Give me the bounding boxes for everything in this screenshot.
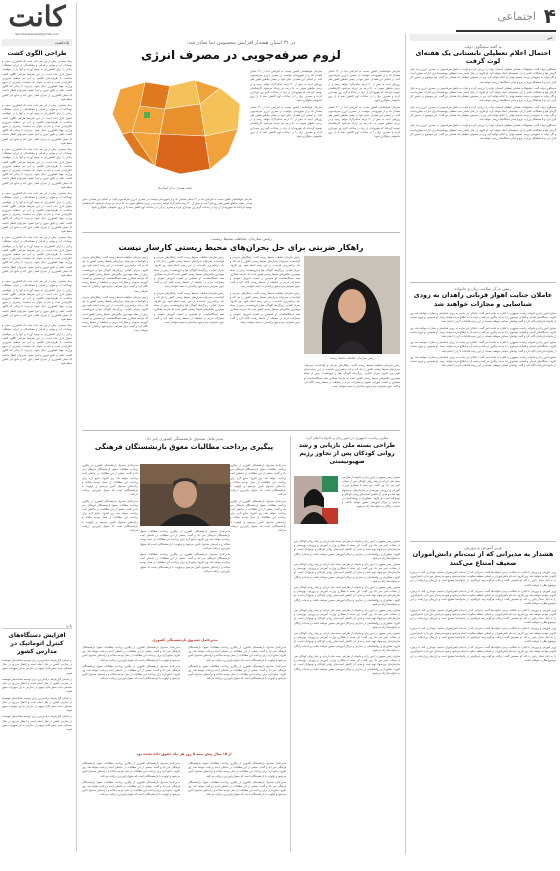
rights-body-col2: معاون رئیس جمهور در امور زنان و خانواده از طراحی بسته ملی بازیابی و رشد روانی کودکان پس از حملات اخیر خبر داد. وی گفت: این بسته با همکاری وزارت آموزش و پرورش، بهزیستی و سازمان‌های مردم‌نهاد تهیه شده و هدف آن کاهش آسیب‌های روانی کودکان و نوجوانان است. او افزود: مشاوران و روانشناسان در مدارس و مراکز آموزشی حضور خواهند داشت و خدمات رایگان به خانواده‌ها ارائه می‌شود. معاون رئیس جمهور در امور زنان و خانواده از طراحی بسته ملی بازیابی و رشد روانی کودکان پس از حملات اخیر خبر داد. وی گفت: این بسته با همکاری وزارت آموزش و پرورش، بهزیستی و سازمان‌های مردم‌نهاد تهیه شده و هدف آن کاهش آسیب‌های روانی کودکان و نوجوانان است. او افزود: مشاوران و روانشناسان در مدارس و مراکز آموزشی حضور خواهند داشت و خدمات رایگان به خانواده‌ها ارائه می‌شود. معاون رئیس جمهور در امور زنان و خانواده از طراحی بسته ملی بازیابی و رشد روانی کودکان پس از حملات اخیر خبر داد. وی گفت: این بسته با همکاری وزارت آموزش و پرورش، بهزیستی و سازمان‌های مردم‌نهاد تهیه شده و هدف آن کاهش آسیب‌های روانی کودکان و نوجوانان است. او افزود: مشاوران و روانشناسان در مدارس و مراکز آموزشی حضور خواهند داشت و خدمات رایگان به خانواده‌ها ارائه می‌شود. معاون رئیس جمهور در امور زنان و خانواده از طراحی بسته ملی بازیابی و رشد روانی کودکان پس از حملات اخیر خبر داد. وی گفت: این بسته با همکاری وزارت آموزش و پرورش، بهزیستی و سازمان‌های مردم‌نهاد تهیه شده و هدف آن کاهش آسیب‌های روانی کودکان و نوجوانان است. او افزود: مشاوران و روانشناسان در مدارس و مراکز آموزشی حضور خواهند داشت و خدمات رایگان به خانواده‌ها ارائه می‌شود. معاون رئیس جمهور در امور زنان و خانواده از طراحی بسته ملی بازیابی و رشد روانی کودکان پس از حملات اخیر خبر داد. وی گفت: این بسته با همکاری وزارت آموزش و پرورش، بهزیستی و سازمان‌های مردم‌نهاد تهیه شده و هدف آن کاهش آسیب‌های روانی کودکان و نوجوانان است. او افزود: مشاوران و روانشناسان در مدارس و مراکز آموزشی حضور خواهند داشت و خدمات رایگان به خانواده‌ها ارائه می‌شود. معاون رئیس جمهور در امور زنان و خانواده از طراحی بسته ملی بازیابی و رشد روانی کودکان پس از حملات اخیر خبر داد. وی گفت: این بسته با همکاری وزارت آموزش و پرورش، بهزیستی و سازمان‌های مردم‌نهاد تهیه شده و هدف آن کاهش آسیب‌های روانی کودکان و نوجوانان است. او افزود: مشاوران و روانشناسان در مدارس و مراکز آموزشی حضور خواهند داشت و خدمات رایگان به خانواده‌ها ارائه می‌شود.: [294, 540, 400, 675]
map-graphic: [100, 74, 250, 184]
rights-story: [294, 436, 400, 852]
pension-body-col5: مدیرعامل صندوق بازنشستگی کشوری از پیگیری پرداخت مطالبات معوق بازنشستگان فرهنگی خبر داد و گفت: بخشی از این مطالبات در ماه‌های آینده پرداخت خواهد شد. وی افزود: منابع لازم برای پرداخت این مطالبات از محل بودجه سالانه و درآمدهای صندوق تأمین می‌شود و اولویت با بازنشستگانی است که حقوق پایین‌تری دریافت می‌کنند. مدیرعامل صندوق بازنشستگی کشوری از پیگیری پرداخت مطالبات معوق بازنشستگان فرهنگی خبر داد و گفت: بخشی از این مطالبات در ماه‌های آینده پرداخت خواهد شد. وی افزود: منابع لازم برای پرداخت این مطالبات از محل بودجه سالانه و درآمدهای صندوق تأمین می‌شود و اولویت با بازنشستگانی است که حقوق پایین‌تری دریافت می‌کنند.: [82, 646, 180, 681]
pension-body-col7: مدیرعامل صندوق بازنشستگی کشوری از پیگیری پرداخت مطالبات معوق بازنشستگان فرهنگی خبر داد و گفت: بخشی از این مطالبات در ماه‌های آینده پرداخت خواهد شد. وی افزود: منابع لازم برای پرداخت این مطالبات از محل بودجه سالانه و درآمدهای صندوق تأمین می‌شود و اولویت با بازنشستگانی است که حقوق پایین‌تری دریافت می‌کنند. مدیرعامل صندوق بازنشستگی کشوری از پیگیری پرداخت مطالبات معوق بازنشستگان فرهنگی خبر داد و گفت: بخشی از این مطالبات در ماه‌های آینده پرداخت خواهد شد. وی افزود: منابع لازم برای پرداخت این مطالبات از محل بودجه سالانه و درآمدهای صندوق تأمین می‌شود و اولویت با بازنشستگانی است که حقوق پایین‌تری دریافت می‌کنند.: [82, 762, 180, 797]
logo-text: کانت: [8, 0, 66, 33]
env-kicker: رئیس سازمان حفاظت محیط زیست:: [210, 236, 272, 241]
right-article3-kicker: وزیر آموزش و پرورش: [464, 545, 502, 550]
left-bottom-body: بر اساس گزارش‌ها، برنامه‌ریزی برای توسعه سامانه‌های هوشمند در مدارس کشور در حال انجام است و انتظار می‌رود در سال تحصیلی جدید بخش قابل توجهی از مدارس به این تجهیزات مجهز شوند. بر اساس گزارش‌ها، برنامه‌ریزی برای توسعه سامانه‌های هوشمند در مدارس کشور در حال انجام است و انتظار می‌رود در سال تحصیلی جدید بخش قابل توجهی از مدارس به این تجهیزات مجهز شوند. بر اساس گزارش‌ها، برنامه‌ریزی برای توسعه سامانه‌های هوشمند در مدارس کشور در حال انجام است و انتظار می‌رود در سال تحصیلی جدید بخش قابل توجهی از مدارس به این تجهیزات مجهز شوند. بر اساس گزارش‌ها، برنامه‌ریزی برای توسعه سامانه‌های هوشمند در مدارس کشور در حال انجام است و انتظار می‌رود در سال تحصیلی جدید بخش قابل توجهی از مدارس به این تجهیزات مجهز شوند.: [2, 659, 72, 732]
pension-photo: [140, 464, 230, 526]
right-article2-body: معاون امور زنان و خانواده ریاست جمهوری با اشاره به حادثه اخیر گفت: عاملان این جنایت به زودی شناسایی و مجازات خواهند شد. وی افزود: دستگاه‌های امنیتی و قضایی موضوع را با جدیت پیگیری می‌کنند و نتیجه آن به اطلاع مردم خواهد رسید. او همچنین بر لزوم حمایت از خانواده قربانیان تأکید کرد و گفت نهادهای حمایتی موظف هستند در این زمینه اقدامات لازم را انجام دهند. معاون امور زنان و خانواده ریاست جمهوری با اشاره به حادثه اخیر گفت: عاملان این جنایت به زودی شناسایی و مجازات خواهند شد. وی افزود: دستگاه‌های امنیتی و قضایی موضوع را با جدیت پیگیری می‌کنند و نتیجه آن به اطلاع مردم خواهد رسید. او همچنین بر لزوم حمایت از خانواده قربانیان تأکید کرد و گفت نهادهای حمایتی موظف هستند در این زمینه اقدامات لازم را انجام دهند. معاون امور زنان و خانواده ریاست جمهوری با اشاره به حادثه اخیر گفت: عاملان این جنایت به زودی شناسایی و مجازات خواهند شد. وی افزود: دستگاه‌های امنیتی و قضایی موضوع را با جدیت پیگیری می‌کنند و نتیجه آن به اطلاع مردم خواهد رسید. او همچنین بر لزوم حمایت از خانواده قربانیان تأکید کرد و گفت نهادهای حمایتی موظف هستند در این زمینه اقدامات لازم را انجام دهند. معاون امور زنان و خانواده ریاست جمهوری با اشاره به حادثه اخیر گفت: عاملان این جنایت به زودی شناسایی و مجازات خواهند شد. وی افزود: دستگاه‌های امنیتی و قضایی موضوع را با جدیت پیگیری می‌کنند و نتیجه آن به اطلاع مردم خواهد رسید. او همچنین بر لزوم حمایت از خانواده قربانیان تأکید کرد و گفت نهادهای حمایتی موظف هستند در این زمینه اقدامات لازم را انجام دهند.: [410, 312, 556, 368]
right-article-body: سخنگوی دولت گفت: پیشنهادات هفته‌ای تعطیلی تابستان دولت را بررسی کرده و دولت به خاطر صرفه‌جویی در مصرف انرژی و به دلیل گرمای هوا و مشکلات ناشی از آن، تصمیماتی اتخاذ خواهد کرد. او افزود: در حال حاضر بحث تعطیلی پنج‌شنبه‌ها برای ادارات مطرح است و اگر دولت به جمع‌بندی برسد، تصمیم نهایی را اعلام خواهد کرد. وی در خصوص تعطیلی یک هفته‌ای نیز گفت: این موضوع در دستور کار قرار دارد و با هماهنگی وزارت نیرو و سایر دستگاه‌ها بررسی خواهد شد. سخنگوی دولت گفت: پیشنهادات هفته‌ای تعطیلی تابستان دولت را بررسی کرده و دولت به خاطر صرفه‌جویی در مصرف انرژی و به دلیل گرمای هوا و مشکلات ناشی از آن، تصمیماتی اتخاذ خواهد کرد. او افزود: در حال حاضر بحث تعطیلی پنج‌شنبه‌ها برای ادارات مطرح است و اگر دولت به جمع‌بندی برسد، تصمیم نهایی را اعلام خواهد کرد. وی در خصوص تعطیلی یک هفته‌ای نیز گفت: این موضوع در دستور کار قرار دارد و با هماهنگی وزارت نیرو و سایر دستگاه‌ها بررسی خواهد شد. سخنگوی دولت گفت: پیشنهادات هفته‌ای تعطیلی تابستان دولت را بررسی کرده و دولت به خاطر صرفه‌جویی در مصرف انرژی و به دلیل گرمای هوا و مشکلات ناشی از آن، تصمیماتی اتخاذ خواهد کرد. او افزود: در حال حاضر بحث تعطیلی پنج‌شنبه‌ها برای ادارات مطرح است و اگر دولت به جمع‌بندی برسد، تصمیم نهایی را اعلام خواهد کرد. وی در خصوص تعطیلی یک هفته‌ای نیز گفت: این موضوع در دستور کار قرار دارد و با هماهنگی وزارت نیرو و سایر دستگاه‌ها بررسی خواهد شد. سخنگوی دولت گفت: پیشنهادات هفته‌ای تعطیلی تابستان دولت را بررسی کرده و دولت به خاطر صرفه‌جویی در مصرف انرژی و به دلیل گرمای هوا و مشکلات ناشی از آن، تصمیماتی اتخاذ خواهد کرد. او افزود: در حال حاضر بحث تعطیلی پنج‌شنبه‌ها برای ادارات مطرح است و اگر دولت به جمع‌بندی برسد، تصمیم نهایی را اعلام خواهد کرد. وی در خصوص تعطیلی یک هفته‌ای نیز گفت: این موضوع در دستور کار قرار دارد و با هماهنگی وزارت نیرو و سایر دستگاه‌ها بررسی خواهد شد.: [410, 68, 556, 141]
pension-kicker: مدیرعامل صندوق بازنشستگی کشوری خبر داد:: [144, 436, 224, 441]
left-section-label: یادداشت: [2, 39, 72, 46]
left-article-body: رضا محمدی: پیش از این هم ثابت شده که کشاورزی سنتی و نوسانات آب و هوایی و کم‌آبی و خشکسالی در ایران، مشکلات زیادی را برای کشاورزان به وجود آورده و آنها را در موقعیتی دشوار قرار داده است. در این شرایط طراحی الگوی کشت متناسب با ظرفیت‌های اقلیمی و آبی هر منطقه ضرورتی انکارناپذیر است و باید به عنوان یک سیاست راهبردی از سوی وزارت جهاد کشاورزی دنبال شود. بی‌تردید تا زمانی که الگوی کشت علمی و دقیق تدوین و اجرا نشود، نمی‌توان انتظار داشت که بخش کشاورزی از بحران فعلی عبور کند و منابع آبی کشور حفظ شود. رضا محمدی: پیش از این هم ثابت شده که کشاورزی سنتی و نوسانات آب و هوایی و کم‌آبی و خشکسالی در ایران، مشکلات زیادی را برای کشاورزان به وجود آورده و آنها را در موقعیتی دشوار قرار داده است. در این شرایط طراحی الگوی کشت متناسب با ظرفیت‌های اقلیمی و آبی هر منطقه ضرورتی انکارناپذیر است و باید به عنوان یک سیاست راهبردی از سوی وزارت جهاد کشاورزی دنبال شود. بی‌تردید تا زمانی که الگوی کشت علمی و دقیق تدوین و اجرا نشود، نمی‌توان انتظار داشت که بخش کشاورزی از بحران فعلی عبور کند و منابع آبی کشور حفظ شود. رضا محمدی: پیش از این هم ثابت شده که کشاورزی سنتی و نوسانات آب و هوایی و کم‌آبی و خشکسالی در ایران، مشکلات زیادی را برای کشاورزان به وجود آورده و آنها را در موقعیتی دشوار قرار داده است. در این شرایط طراحی الگوی کشت متناسب با ظرفیت‌های اقلیمی و آبی هر منطقه ضرورتی انکارناپذیر است و باید به عنوان یک سیاست راهبردی از سوی وزارت جهاد کشاورزی دنبال شود. بی‌تردید تا زمانی که الگوی کشت علمی و دقیق تدوین و اجرا نشود، نمی‌توان انتظار داشت که بخش کشاورزی از بحران فعلی عبور کند و منابع آبی کشور حفظ شود. رضا محمدی: پیش از این هم ثابت شده که کشاورزی سنتی و نوسانات آب و هوایی و کم‌آبی و خشکسالی در ایران، مشکلات زیادی را برای کشاورزان به وجود آورده و آنها را در موقعیتی دشوار قرار داده است. در این شرایط طراحی الگوی کشت متناسب با ظرفیت‌های اقلیمی و آبی هر منطقه ضرورتی انکارناپذیر است و باید به عنوان یک سیاست راهبردی از سوی وزارت جهاد کشاورزی دنبال شود. بی‌تردید تا زمانی که الگوی کشت علمی و دقیق تدوین و اجرا نشود، نمی‌توان انتظار داشت که بخش کشاورزی از بحران فعلی عبور کند و منابع آبی کشور حفظ شود. رضا محمدی: پیش از این هم ثابت شده که کشاورزی سنتی و نوسانات آب و هوایی و کم‌آبی و خشکسالی در ایران، مشکلات زیادی را برای کشاورزان به وجود آورده و آنها را در موقعیتی دشوار قرار داده است. در این شرایط طراحی الگوی کشت متناسب با ظرفیت‌های اقلیمی و آبی هر منطقه ضرورتی انکارناپذیر است و باید به عنوان یک سیاست راهبردی از سوی وزارت جهاد کشاورزی دنبال شود. بی‌تردید تا زمانی که الگوی کشت علمی و دقیق تدوین و اجرا نشود، نمی‌توان انتظار داشت که بخش کشاورزی از بحران فعلی عبور کند و منابع آبی کشور حفظ شود. رضا محمدی: پیش از این هم ثابت شده که کشاورزی سنتی و نوسانات آب و هوایی و کم‌آبی و خشکسالی در ایران، مشکلات زیادی را برای کشاورزان به وجود آورده و آنها را در موقعیتی دشوار قرار داده است. در این شرایط طراحی الگوی کشت متناسب با ظرفیت‌های اقلیمی و آبی هر منطقه ضرورتی انکارناپذیر است و باید به عنوان یک سیاست راهبردی از سوی وزارت جهاد کشاورزی دنبال شود. بی‌تردید تا زمانی که الگوی کشت علمی و دقیق تدوین و اجرا نشود، نمی‌توان انتظار داشت که بخش کشاورزی از بحران فعلی عبور کند و منابع آبی کشور حفظ شود. رضا محمدی: پیش از این هم ثابت شده که کشاورزی سنتی و نوسانات آب و هوایی و کم‌آبی و خشکسالی در ایران، مشکلات زیادی را برای کشاورزان به وجود آورده و آنها را در موقعیتی دشوار قرار داده است. در این شرایط طراحی الگوی کشت متناسب با ظرفیت‌های اقلیمی و آبی هر منطقه ضرورتی انکارناپذیر است و باید به عنوان یک سیاست راهبردی از سوی وزارت جهاد کشاورزی دنبال شود. بی‌تردید تا زمانی که الگوی کشت علمی و دقیق تدوین و اجرا نشود، نمی‌توان انتظار داشت که بخش کشاورزی از بحران فعلی عبور کند و منابع آبی کشور حفظ شود.: [2, 60, 72, 366]
rights-photo: [294, 476, 338, 524]
right-article3-title: هشدار به مدیرانی که از ثبت‌نام دانش‌آموزان ضعیف امتناع می‌کنند: [412, 550, 554, 567]
right-article3-body: وزیر آموزش و پرورش با اشاره به شکایت برخی خانواده‌ها گفت: مدیرانی که از ثبت‌نام دانش‌آموزان ضعیف خودداری کنند با برخورد قانونی مواجه خواهند شد. وی افزود: ثبت‌نام دانش‌آموزان بر اساس منطقه سکونت انجام می‌شود و هیچ مدرسه‌ای حق ندارد دانش‌آموزی را به دلیل معدل پایین رد کند. او همچنین گفت دریافت هرگونه وجه غیرقانونی از خانواده‌ها ممنوع است و بازرسان وزارتخانه بر این موضوع نظارت خواهند داشت. وزیر آموزش و پرورش با اشاره به شکایت برخی خانواده‌ها گفت: مدیرانی که از ثبت‌نام دانش‌آموزان ضعیف خودداری کنند با برخورد قانونی مواجه خواهند شد. وی افزود: ثبت‌نام دانش‌آموزان بر اساس منطقه سکونت انجام می‌شود و هیچ مدرسه‌ای حق ندارد دانش‌آموزی را به دلیل معدل پایین رد کند. او همچنین گفت دریافت هرگونه وجه غیرقانونی از خانواده‌ها ممنوع است و بازرسان وزارتخانه بر این موضوع نظارت خواهند داشت. وزیر آموزش و پرورش با اشاره به شکایت برخی خانواده‌ها گفت: مدیرانی که از ثبت‌نام دانش‌آموزان ضعیف خودداری کنند با برخورد قانونی مواجه خواهند شد. وی افزود: ثبت‌نام دانش‌آموزان بر اساس منطقه سکونت انجام می‌شود و هیچ مدرسه‌ای حق ندارد دانش‌آموزی را به دلیل معدل پایین رد کند. او همچنین گفت دریافت هرگونه وجه غیرقانونی از خانواده‌ها ممنوع است و بازرسان وزارتخانه بر این موضوع نظارت خواهند داشت. وزیر آموزش و پرورش با اشاره به شکایت برخی خانواده‌ها گفت: مدیرانی که از ثبت‌نام دانش‌آموزان ضعیف خودداری کنند با برخورد قانونی مواجه خواهند شد. وی افزود: ثبت‌نام دانش‌آموزان بر اساس منطقه سکونت انجام می‌شود و هیچ مدرسه‌ای حق ندارد دانش‌آموزی را به دلیل معدل پایین رد کند. او همچنین گفت دریافت هرگونه وجه غیرقانونی از خانواده‌ها ممنوع است و بازرسان وزارتخانه بر این موضوع نظارت خواهند داشت. وزیر آموزش و پرورش با اشاره به شکایت برخی خانواده‌ها گفت: مدیرانی که از ثبت‌نام دانش‌آموزان ضعیف خودداری کنند با برخورد قانونی مواجه خواهند شد. وی افزود: ثبت‌نام دانش‌آموزان بر اساس منطقه سکونت انجام می‌شود و هیچ مدرسه‌ای حق ندارد دانش‌آموزی را به دلیل معدل پایین رد کند. او همچنین گفت دریافت هرگونه وجه غیرقانونی از خانواده‌ها ممنوع است و بازرسان وزارتخانه بر این موضوع نظارت خواهند داشت.: [410, 571, 556, 662]
env-body-col1: رئیس سازمان حفاظت محیط زیست گفت: راهکارهای ضربتی و کوتاه‌مدت نمی‌تواند بحران‌های محیط زیستی کشور را حل کند و باید برنامه‌ریزی بلندمدت در این زمینه انجام شود. وی افزود: بحران کم‌آبی، ریزگردها، آلودگی هوا و فرونشست زمین از جمله مهم‌ترین چالش‌های محیط زیستی کشور است که نیازمند همکاری همه دستگاه‌هاست. او همچنین بر اهمیت آموزش عمومی و مشارکت مردم در حفاظت از محیط زیست تأکید کرد و گفت بدون همراهی مردم هیچ برنامه‌ای به نتیجه نخواهد رسید. رئیس سازمان حفاظت محیط زیست گفت: راهکارهای ضربتی و کوتاه‌مدت نمی‌تواند بحران‌های محیط زیستی کشور را حل کند و باید برنامه‌ریزی بلندمدت در این زمینه انجام شود. وی افزود: بحران کم‌آبی، ریزگردها، آلودگی هوا و فرونشست زمین از جمله مهم‌ترین چالش‌های محیط زیستی کشور است که نیازمند همکاری همه دستگاه‌هاست. او همچنین بر اهمیت آموزش عمومی و مشارکت مردم در حفاظت از محیط زیست تأکید کرد و گفت بدون همراهی مردم هیچ برنامه‌ای به نتیجه نخواهد رسید.: [230, 256, 300, 325]
env-body-col3: رئیس سازمان حفاظت محیط زیست گفت: راهکارهای ضربتی و کوتاه‌مدت نمی‌تواند بحران‌های محیط زیستی کشور را حل کند و باید برنامه‌ریزی بلندمدت در این زمینه انجام شود. وی افزود: بحران کم‌آبی، ریزگردها، آلودگی هوا و فرونشست زمین از جمله مهم‌ترین چالش‌های محیط زیستی کشور است که نیازمند همکاری همه دستگاه‌هاست. او همچنین بر اهمیت آموزش عمومی و مشارکت مردم در حفاظت از محیط زیست تأکید کرد و گفت بدون همراهی مردم هیچ برنامه‌ای به نتیجه نخواهد رسید. رئیس سازمان حفاظت محیط زیست گفت: راهکارهای ضربتی و کوتاه‌مدت نمی‌تواند بحران‌های محیط زیستی کشور را حل کند و باید برنامه‌ریزی بلندمدت در این زمینه انجام شود. وی افزود: بحران کم‌آبی، ریزگردها، آلودگی هوا و فرونشست زمین از جمله مهم‌ترین چالش‌های محیط زیستی کشور است که نیازمند همکاری همه دستگاه‌هاست. او همچنین بر اهمیت آموزش عمومی و مشارکت مردم در حفاظت از محیط زیست تأکید کرد و گفت بدون همراهی مردم هیچ برنامه‌ای به نتیجه نخواهد رسید.: [82, 256, 148, 333]
left-article-title: طراحی الگوی کشت: [7, 50, 67, 57]
left-column: [2, 2, 72, 852]
iran-map: [100, 74, 250, 184]
lead-body-col1: سازمان هواشناسی کشور نسبت به افزایش دما در ۳۱ استان هشدار داد و از شهروندان خواست در مصرف انرژی صرفه‌جویی کنند. بر اساس این هشدار، دمای هوا در بیشتر مناطق کشور طی روزهای آینده به بیش از ۴۰ درجه سانتی‌گراد خواهد رسید و در برخی مناطق جنوبی به ۵۰ درجه نیز نزدیک می‌شود. کارشناسان توصیه کرده‌اند که شهروندان از تردد در ساعات گرم روز خودداری کرده و مصرف برق را در ساعات اوج کاهش دهند تا از بروز خاموشی جلوگیری شود. سازمان هواشناسی کشور نسبت به افزایش دما در ۳۱ استان هشدار داد و از شهروندان خواست در مصرف انرژی صرفه‌جویی کنند. بر اساس این هشدار، دمای هوا در بیشتر مناطق کشور طی روزهای آینده به بیش از ۴۰ درجه سانتی‌گراد خواهد رسید و در برخی مناطق جنوبی به ۵۰ درجه نیز نزدیک می‌شود. کارشناسان توصیه کرده‌اند که شهروندان از تردد در ساعات گرم روز خودداری کرده و مصرف برق را در ساعات اوج کاهش دهند تا از بروز خاموشی جلوگیری شود.: [328, 70, 400, 139]
lead-body-col2: سازمان هواشناسی کشور نسبت به افزایش دما در ۳۱ استان هشدار داد و از شهروندان خواست در مصرف انرژی صرفه‌جویی کنند. بر اساس این هشدار، دمای هوا در بیشتر مناطق کشور طی روزهای آینده به بیش از ۴۰ درجه سانتی‌گراد خواهد رسید و در برخی مناطق جنوبی به ۵۰ درجه نیز نزدیک می‌شود. کارشناسان توصیه کرده‌اند که شهروندان از تردد در ساعات گرم روز خودداری کرده و مصرف برق را در ساعات اوج کاهش دهند تا از بروز خاموشی جلوگیری شود. سازمان هواشناسی کشور نسبت به افزایش دما در ۳۱ استان هشدار داد و از شهروندان خواست در مصرف انرژی صرفه‌جویی کنند. بر اساس این هشدار، دمای هوا در بیشتر مناطق کشور طی روزهای آینده به بیش از ۴۰ درجه سانتی‌گراد خواهد رسید و در برخی مناطق جنوبی به ۵۰ درجه نیز نزدیک می‌شود. کارشناسان توصیه کرده‌اند که شهروندان از تردد در ساعات گرم روز خودداری کرده و مصرف برق را در ساعات اوج کاهش دهند تا از بروز خاموشی جلوگیری شود.: [250, 70, 322, 139]
left-bottom-title: افزایش دستگاه‌های کنترل اتوماتیک در مدارس کشور: [8, 632, 66, 655]
lead-story: [82, 40, 400, 230]
page-masthead: [456, 4, 556, 32]
woman-portrait-image: [304, 256, 400, 354]
env-photo: [304, 256, 400, 354]
lead-map-caption: نقشه هشدار دمای استان‌ها: [158, 186, 192, 190]
rights-kicker: معاون ریاست جمهوری در امور زنان و خانواده اعلام کرد:: [305, 436, 389, 440]
right-article-subtitle: لوث گرفت: [465, 57, 501, 65]
pension-highlight-2: از ۱۵ سال پیش نیمه ۵ روز هر ماه حقوق داده نشده بود: [136, 752, 232, 756]
rights-body-col1: معاون رئیس جمهور در امور زنان و خانواده از طراحی بسته ملی بازیابی و رشد روانی کودکان پس از حملات اخیر خبر داد. وی گفت: این بسته با همکاری وزارت آموزش و پرورش، بهزیستی و سازمان‌های مردم‌نهاد تهیه شده و هدف آن کاهش آسیب‌های روانی کودکان و نوجوانان است. او افزود: مشاوران و روانشناسان در مدارس و مراکز آموزشی حضور خواهند داشت و خدمات رایگان به خانواده‌ها ارائه می‌شود.: [342, 476, 400, 509]
right-section-label: خبر: [410, 34, 556, 41]
pension-body-col6: مدیرعامل صندوق بازنشستگی کشوری از پیگیری پرداخت مطالبات معوق بازنشستگان فرهنگی خبر داد و گفت: بخشی از این مطالبات در ماه‌های آینده پرداخت خواهد شد. وی افزود: منابع لازم برای پرداخت این مطالبات از محل بودجه سالانه و درآمدهای صندوق تأمین می‌شود و اولویت با بازنشستگانی است که حقوق پایین‌تری دریافت می‌کنند. مدیرعامل صندوق بازنشستگی کشوری از پیگیری پرداخت مطالبات معوق بازنشستگان فرهنگی خبر داد و گفت: بخشی از این مطالبات در ماه‌های آینده پرداخت خواهد شد. وی افزود: منابع لازم برای پرداخت این مطالبات از محل بودجه سالانه و درآمدهای صندوق تأمین می‌شود و اولویت با بازنشستگانی است که حقوق پایین‌تری دریافت می‌کنند.: [188, 762, 286, 797]
env-body-col2: رئیس سازمان حفاظت محیط زیست گفت: راهکارهای ضربتی و کوتاه‌مدت نمی‌تواند بحران‌های محیط زیستی کشور را حل کند و باید برنامه‌ریزی بلندمدت در این زمینه انجام شود. وی افزود: بحران کم‌آبی، ریزگردها، آلودگی هوا و فرونشست زمین از جمله مهم‌ترین چالش‌های محیط زیستی کشور است که نیازمند همکاری همه دستگاه‌هاست. او همچنین بر اهمیت آموزش عمومی و مشارکت مردم در حفاظت از محیط زیست تأکید کرد و گفت بدون همراهی مردم هیچ برنامه‌ای به نتیجه نخواهد رسید. رئیس سازمان حفاظت محیط زیست گفت: راهکارهای ضربتی و کوتاه‌مدت نمی‌تواند بحران‌های محیط زیستی کشور را حل کند و باید برنامه‌ریزی بلندمدت در این زمینه انجام شود. وی افزود: بحران کم‌آبی، ریزگردها، آلودگی هوا و فرونشست زمین از جمله مهم‌ترین چالش‌های محیط زیستی کشور است که نیازمند همکاری همه دستگاه‌هاست. او همچنین بر اهمیت آموزش عمومی و مشارکت مردم در حفاظت از محیط زیست تأکید کرد و گفت بدون همراهی مردم هیچ برنامه‌ای به نتیجه نخواهد رسید.: [154, 256, 224, 325]
lead-body-bottom: سازمان هواشناسی کشور نسبت به افزایش دما در ۳۱ استان هشدار داد و از شهروندان خواست در مصرف انرژی صرفه‌جویی کنند. بر اساس این هشدار، دمای هوا در بیشتر مناطق کشور طی روزهای آینده به بیش از ۴۰ درجه سانتی‌گراد خواهد رسید و در برخی مناطق جنوبی به ۵۰ درجه نیز نزدیک می‌شود. کارشناسان توصیه کرده‌اند که شهروندان از تردد در ساعات گرم روز خودداری کرده و مصرف برق را در ساعات اوج کاهش دهند تا از بروز خاموشی جلوگیری شود.: [82, 198, 252, 210]
pension-highlight-1: مدیرعامل صندوق بازنشستگی کشوری: [152, 638, 218, 642]
right-article-kicker: به گفته سخنگوی دولت: [464, 44, 502, 49]
pension-title: پیگیری پرداخت مطالبات معوق بازنشستگان فرهنگی: [94, 443, 274, 451]
pension-body-col3: مدیرعامل صندوق بازنشستگی کشوری از پیگیری پرداخت مطالبات معوق بازنشستگان فرهنگی خبر داد و گفت: بخشی از این مطالبات در ماه‌های آینده پرداخت خواهد شد. وی افزود: منابع لازم برای پرداخت این مطالبات از محل بودجه سالانه و درآمدهای صندوق تأمین می‌شود و اولویت با بازنشستگانی است که حقوق پایین‌تری دریافت می‌کنند. مدیرعامل صندوق بازنشستگی کشوری از پیگیری پرداخت مطالبات معوق بازنشستگان فرهنگی خبر داد و گفت: بخشی از این مطالبات در ماه‌های آینده پرداخت خواهد شد. وی افزود: منابع لازم برای پرداخت این مطالبات از محل بودجه سالانه و درآمدهای صندوق تأمین می‌شود و اولویت با بازنشستگانی است که حقوق پایین‌تری دریافت می‌کنند.: [140, 530, 230, 573]
man-portrait-image: [140, 464, 230, 526]
left-bottom-section: پاپ: [2, 623, 72, 629]
env-body-col4: رئیس سازمان حفاظت محیط زیست گفت: راهکارهای ضربتی و کوتاه‌مدت نمی‌تواند بحران‌های محیط زیستی کشور را حل کند و باید برنامه‌ریزی بلندمدت در این زمینه انجام شود. وی افزود: بحران کم‌آبی، ریزگردها، آلودگی هوا و فرونشست زمین از جمله مهم‌ترین چالش‌های محیط زیستی کشور است که نیازمند همکاری همه دستگاه‌هاست. او همچنین بر اهمیت آموزش عمومی و مشارکت مردم در حفاظت از محیط زیست تأکید کرد و گفت بدون همراهی مردم هیچ برنامه‌ای به نتیجه نخواهد رسید.: [304, 364, 400, 389]
lead-kicker: در ۳۱ استان هشدار افزایش محسوس دما صادر شد:: [186, 40, 296, 46]
page-number: ۴: [543, 4, 556, 28]
right-column: [410, 34, 556, 854]
rights-title: طراحی بسته ملی بازیابی و رشد روانی کودکان پس از تجاوز رژیم صهیونیستی: [298, 442, 396, 465]
pension-story: [82, 436, 286, 852]
right-article2-kicker: رئیس مرکز سلامت زنان و خانواده: [454, 286, 512, 291]
right-article2-title: عاملان جنایت اهواز قربانی زاهدان به زودی شناسایی و مجازات خواهند شد: [413, 291, 553, 308]
official-with-flag-image: [294, 476, 338, 524]
pension-body-col1: مدیرعامل صندوق بازنشستگی کشوری از پیگیری پرداخت مطالبات معوق بازنشستگان فرهنگی خبر داد و گفت: بخشی از این مطالبات در ماه‌های آینده پرداخت خواهد شد. وی افزود: منابع لازم برای پرداخت این مطالبات از محل بودجه سالانه و درآمدهای صندوق تأمین می‌شود و اولویت با بازنشستگانی است که حقوق پایین‌تری دریافت می‌کنند. مدیرعامل صندوق بازنشستگی کشوری از پیگیری پرداخت مطالبات معوق بازنشستگان فرهنگی خبر داد و گفت: بخشی از این مطالبات در ماه‌های آینده پرداخت خواهد شد. وی افزود: منابع لازم برای پرداخت این مطالبات از محل بودجه سالانه و درآمدهای صندوق تأمین می‌شود و اولویت با بازنشستگانی است که حقوق پایین‌تری دریافت می‌کنند.: [230, 464, 286, 533]
pension-body-col2: مدیرعامل صندوق بازنشستگی کشوری از پیگیری پرداخت مطالبات معوق بازنشستگان فرهنگی خبر داد و گفت: بخشی از این مطالبات در ماه‌های آینده پرداخت خواهد شد. وی افزود: منابع لازم برای پرداخت این مطالبات از محل بودجه سالانه و درآمدهای صندوق تأمین می‌شود و اولویت با بازنشستگانی است که حقوق پایین‌تری دریافت می‌کنند. مدیرعامل صندوق بازنشستگی کشوری از پیگیری پرداخت مطالبات معوق بازنشستگان فرهنگی خبر داد و گفت: بخشی از این مطالبات در ماه‌های آینده پرداخت خواهد شد. وی افزود: منابع لازم برای پرداخت این مطالبات از محل بودجه سالانه و درآمدهای صندوق تأمین می‌شود و اولویت با بازنشستگانی است که حقوق پایین‌تری دریافت می‌کنند.: [82, 464, 138, 533]
env-title: راهکار ضربتی برای حل بحران‌های محیط زیستی کارساز نیست: [118, 243, 364, 252]
env-story: [82, 236, 400, 426]
env-caption: رئیس سازمان حفاظت محیط زیست: [329, 356, 375, 360]
pension-body-col4: مدیرعامل صندوق بازنشستگی کشوری از پیگیری پرداخت مطالبات معوق بازنشستگان فرهنگی خبر داد و گفت: بخشی از این مطالبات در ماه‌های آینده پرداخت خواهد شد. وی افزود: منابع لازم برای پرداخت این مطالبات از محل بودجه سالانه و درآمدهای صندوق تأمین می‌شود و اولویت با بازنشستگانی است که حقوق پایین‌تری دریافت می‌کنند. مدیرعامل صندوق بازنشستگی کشوری از پیگیری پرداخت مطالبات معوق بازنشستگان فرهنگی خبر داد و گفت: بخشی از این مطالبات در ماه‌های آینده پرداخت خواهد شد. وی افزود: منابع لازم برای پرداخت این مطالبات از محل بودجه سالانه و درآمدهای صندوق تأمین می‌شود و اولویت با بازنشستگانی است که حقوق پایین‌تری دریافت می‌کنند.: [188, 646, 286, 681]
lead-title: لزوم صرفه‌جویی در مصرف انرژی: [141, 48, 341, 62]
logo-subtitle: Sportsclassnews@gmail.com: [15, 32, 59, 36]
page-section-name: اجتماعی: [497, 10, 536, 23]
masthead-logo: [2, 2, 72, 36]
right-article-title: احتمال اعلام تعطیلی تابستانی یک هفته‌ای: [415, 49, 551, 57]
